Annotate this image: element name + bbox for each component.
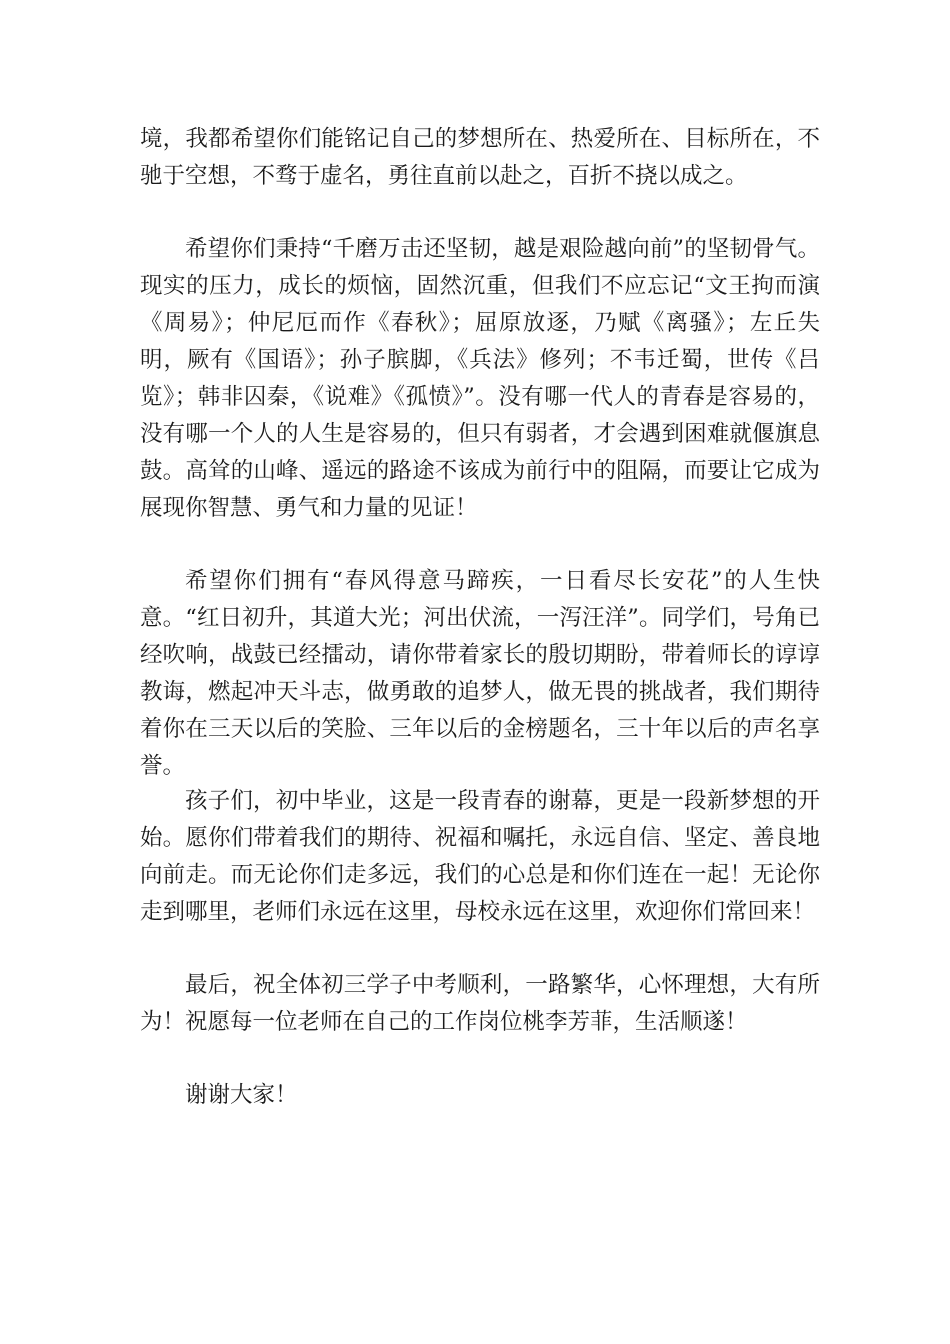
paragraph-continuation: 境，我都希望你们能铭记自己的梦想所在、热爱所在、目标所在，不驰于空想，不骛于虚名，勇往直前以赴之，百折不挠以成之。 xyxy=(140,126,820,189)
paragraph-thanks: 谢谢大家！ xyxy=(185,1082,298,1108)
paragraph-farewell: 孩子们，初中毕业，这是一段青春的谢幕，更是一段新梦想的开始。愿你们带着我们的期待、祝福和嘱托，永远自信、坚定、善良地向前走。而无论你们走多远，我们的心总是和你们连在一起！无论你走到哪里，老师们永远在这里，母校永远在这里，欢迎你们常回来！ xyxy=(140,788,820,925)
paragraph-blessing: 最后，祝全体初三学子中考顺利，一路繁华，心怀理想，大有所为！祝愿每一位老师在自己的工作岗位桃李芳菲，生活顺遂！ xyxy=(140,972,820,1035)
paragraph-aspiration: 希望你们拥有“春风得意马蹄疾，一日看尽长安花”的人生快意。“红日初升，其道大光；河出伏流，一泻汪洋”。同学们，号角已经吹响，战鼓已经擂动，请你带着家长的殷切期盼，带着师长的谆谆教诲，燃起冲天斗志，做勇敢的追梦人，做无畏的挑战者，我们期待着你在三天以后的笑脸、三年以后的金榜题名，三十年以后的声名享誉。 xyxy=(140,568,820,779)
paragraph-resilience: 希望你们秉持“千磨万击还坚韧，越是艰险越向前”的坚韧骨气。现实的压力，成长的烦恼，固然沉重，但我们不应忘记“文王拘而演《周易》；仲尼厄而作《春秋》；屈原放逐，乃赋《离骚》；左丘失明，厥有《国语》；孙子膑脚，《兵法》修列；不韦迁蜀，世传《吕览》；韩非囚秦，《说难》《孤愤》”。没有哪一代人的青春是容易的，没有哪一个人的人生是容易的，但只有弱者，才会遇到困难就偃旗息鼓。高耸的山峰、遥远的路途不该成为前行中的阻隔，而要让它成为展现你智慧、勇气和力量的见证！ xyxy=(140,236,820,521)
